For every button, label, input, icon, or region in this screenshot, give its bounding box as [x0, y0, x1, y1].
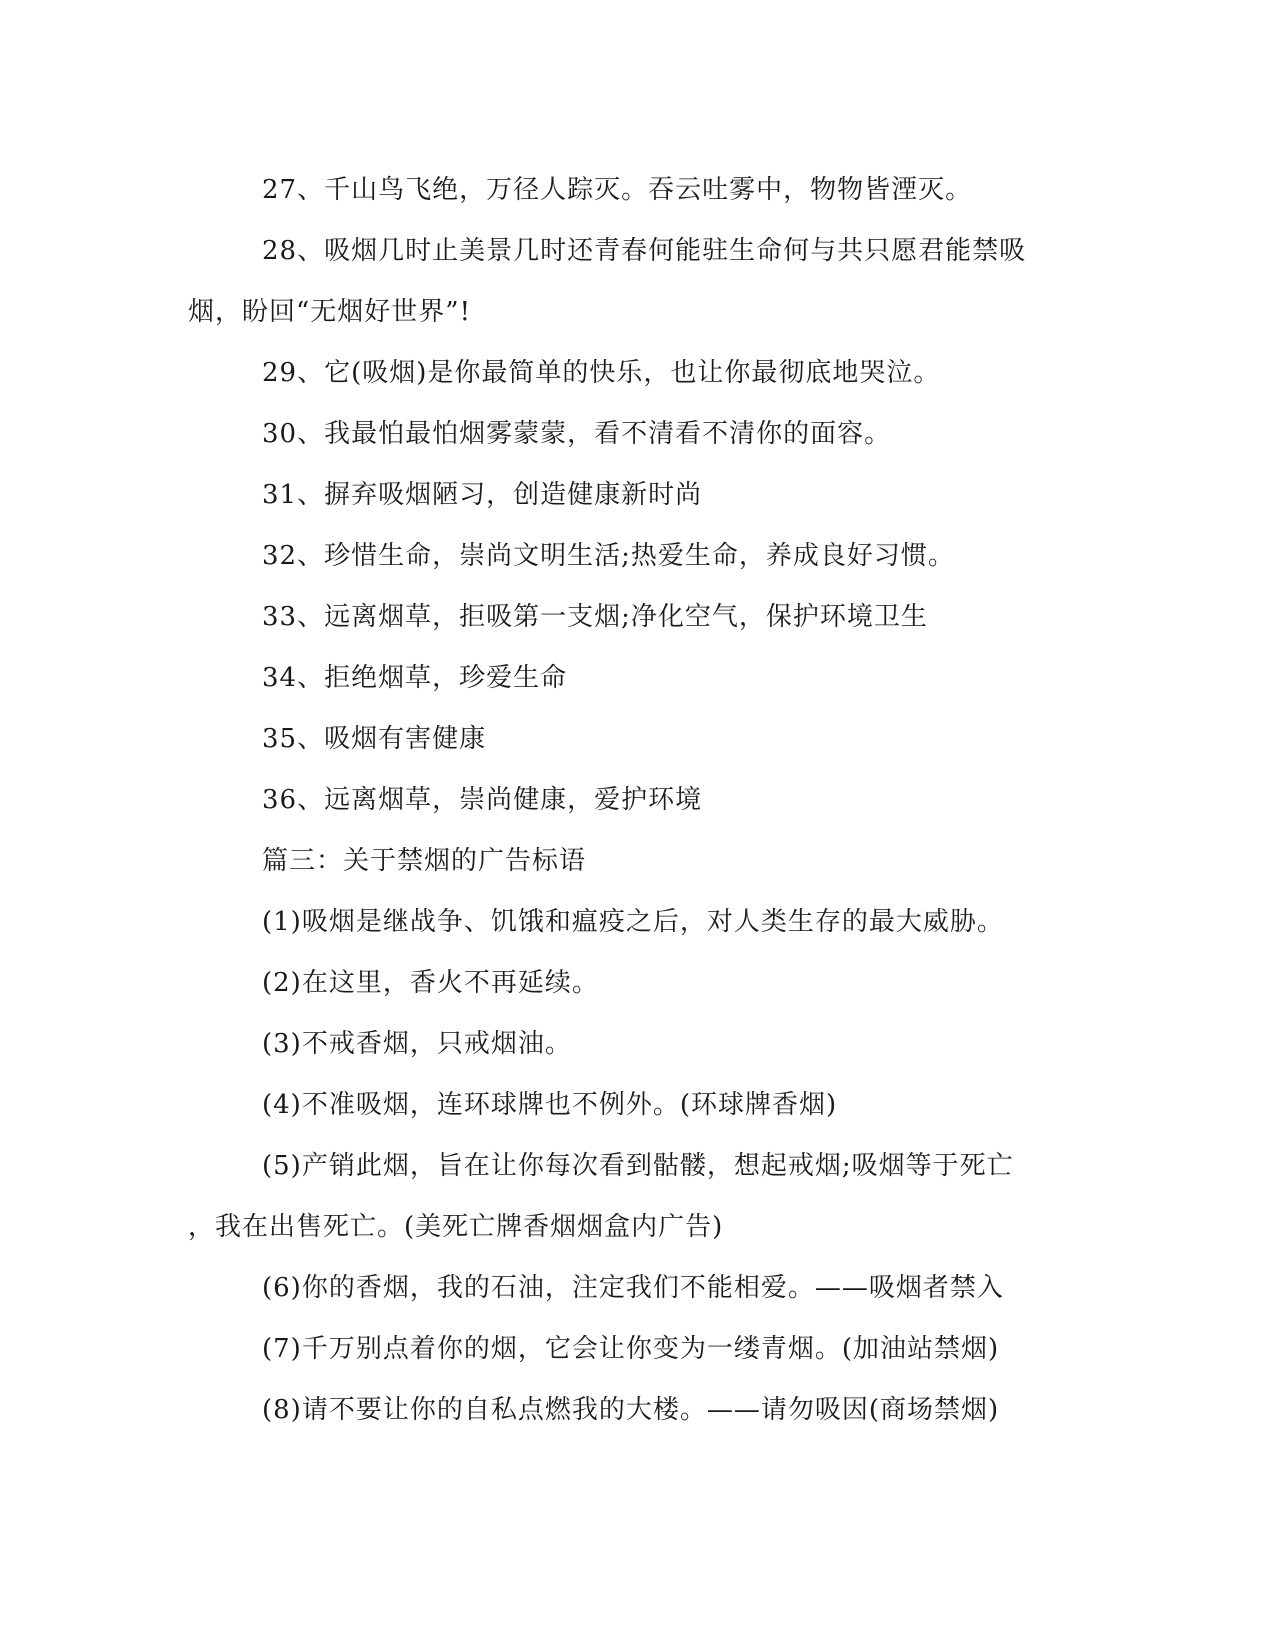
text-line: 34、拒绝烟草，珍爱生命 [262, 663, 568, 693]
text-line: 36、远离烟草，崇尚健康，爱护环境 [262, 785, 703, 815]
text-line: ，我在出售死亡。(美死亡牌香烟烟盒内广告) [188, 1212, 724, 1242]
text-line: 32、珍惜生命，崇尚文明生活;热爱生命，养成良好习惯。 [262, 541, 955, 571]
text-line: 30、我最怕最怕烟雾蒙蒙，看不清看不清你的面容。 [262, 419, 892, 449]
text-line: (2)在这里，香火不再延续。 [262, 968, 599, 998]
text-line: 29、它(吸烟)是你最简单的快乐，也让你最彻底地哭泣。 [262, 358, 941, 388]
text-line: 烟，盼回“无烟好世界”! [188, 297, 472, 327]
text-line: 27、千山鸟飞绝，万径人踪灭。吞云吐雾中，物物皆湮灭。 [262, 175, 973, 205]
document-body [188, 160, 1088, 1441]
text-line: 28、吸烟几时止美景几时还青春何能驻生命何与共只愿君能禁吸 [262, 236, 1027, 266]
text-line: (8)请不要让你的自私点燃我的大楼。——请勿吸因(商场禁烟) [262, 1395, 1000, 1425]
text-line: (5)产销此烟，旨在让你每次看到骷髅，想起戒烟;吸烟等于死亡 [262, 1151, 1014, 1181]
text-line: 35、吸烟有害健康 [262, 724, 487, 754]
text-line: (3)不戒香烟，只戒烟油。 [262, 1029, 572, 1059]
text-line: (1)吸烟是继战争、饥饿和瘟疫之后，对人类生存的最大威胁。 [262, 907, 1004, 937]
text-line: 31、摒弃吸烟陋习，创造健康新时尚 [262, 480, 703, 510]
text-line: (6)你的香烟，我的石油，注定我们不能相爱。——吸烟者禁入 [262, 1273, 1004, 1303]
text-line: (7)千万别点着你的烟，它会让你变为一缕青烟。(加油站禁烟) [262, 1334, 1000, 1364]
text-line: (4)不准吸烟，连环球牌也不例外。(环球牌香烟) [262, 1090, 838, 1120]
section-heading: 篇三：关于禁烟的广告标语 [262, 846, 587, 876]
text-line: 33、远离烟草，拒吸第一支烟;净化空气，保护环境卫生 [262, 602, 928, 632]
